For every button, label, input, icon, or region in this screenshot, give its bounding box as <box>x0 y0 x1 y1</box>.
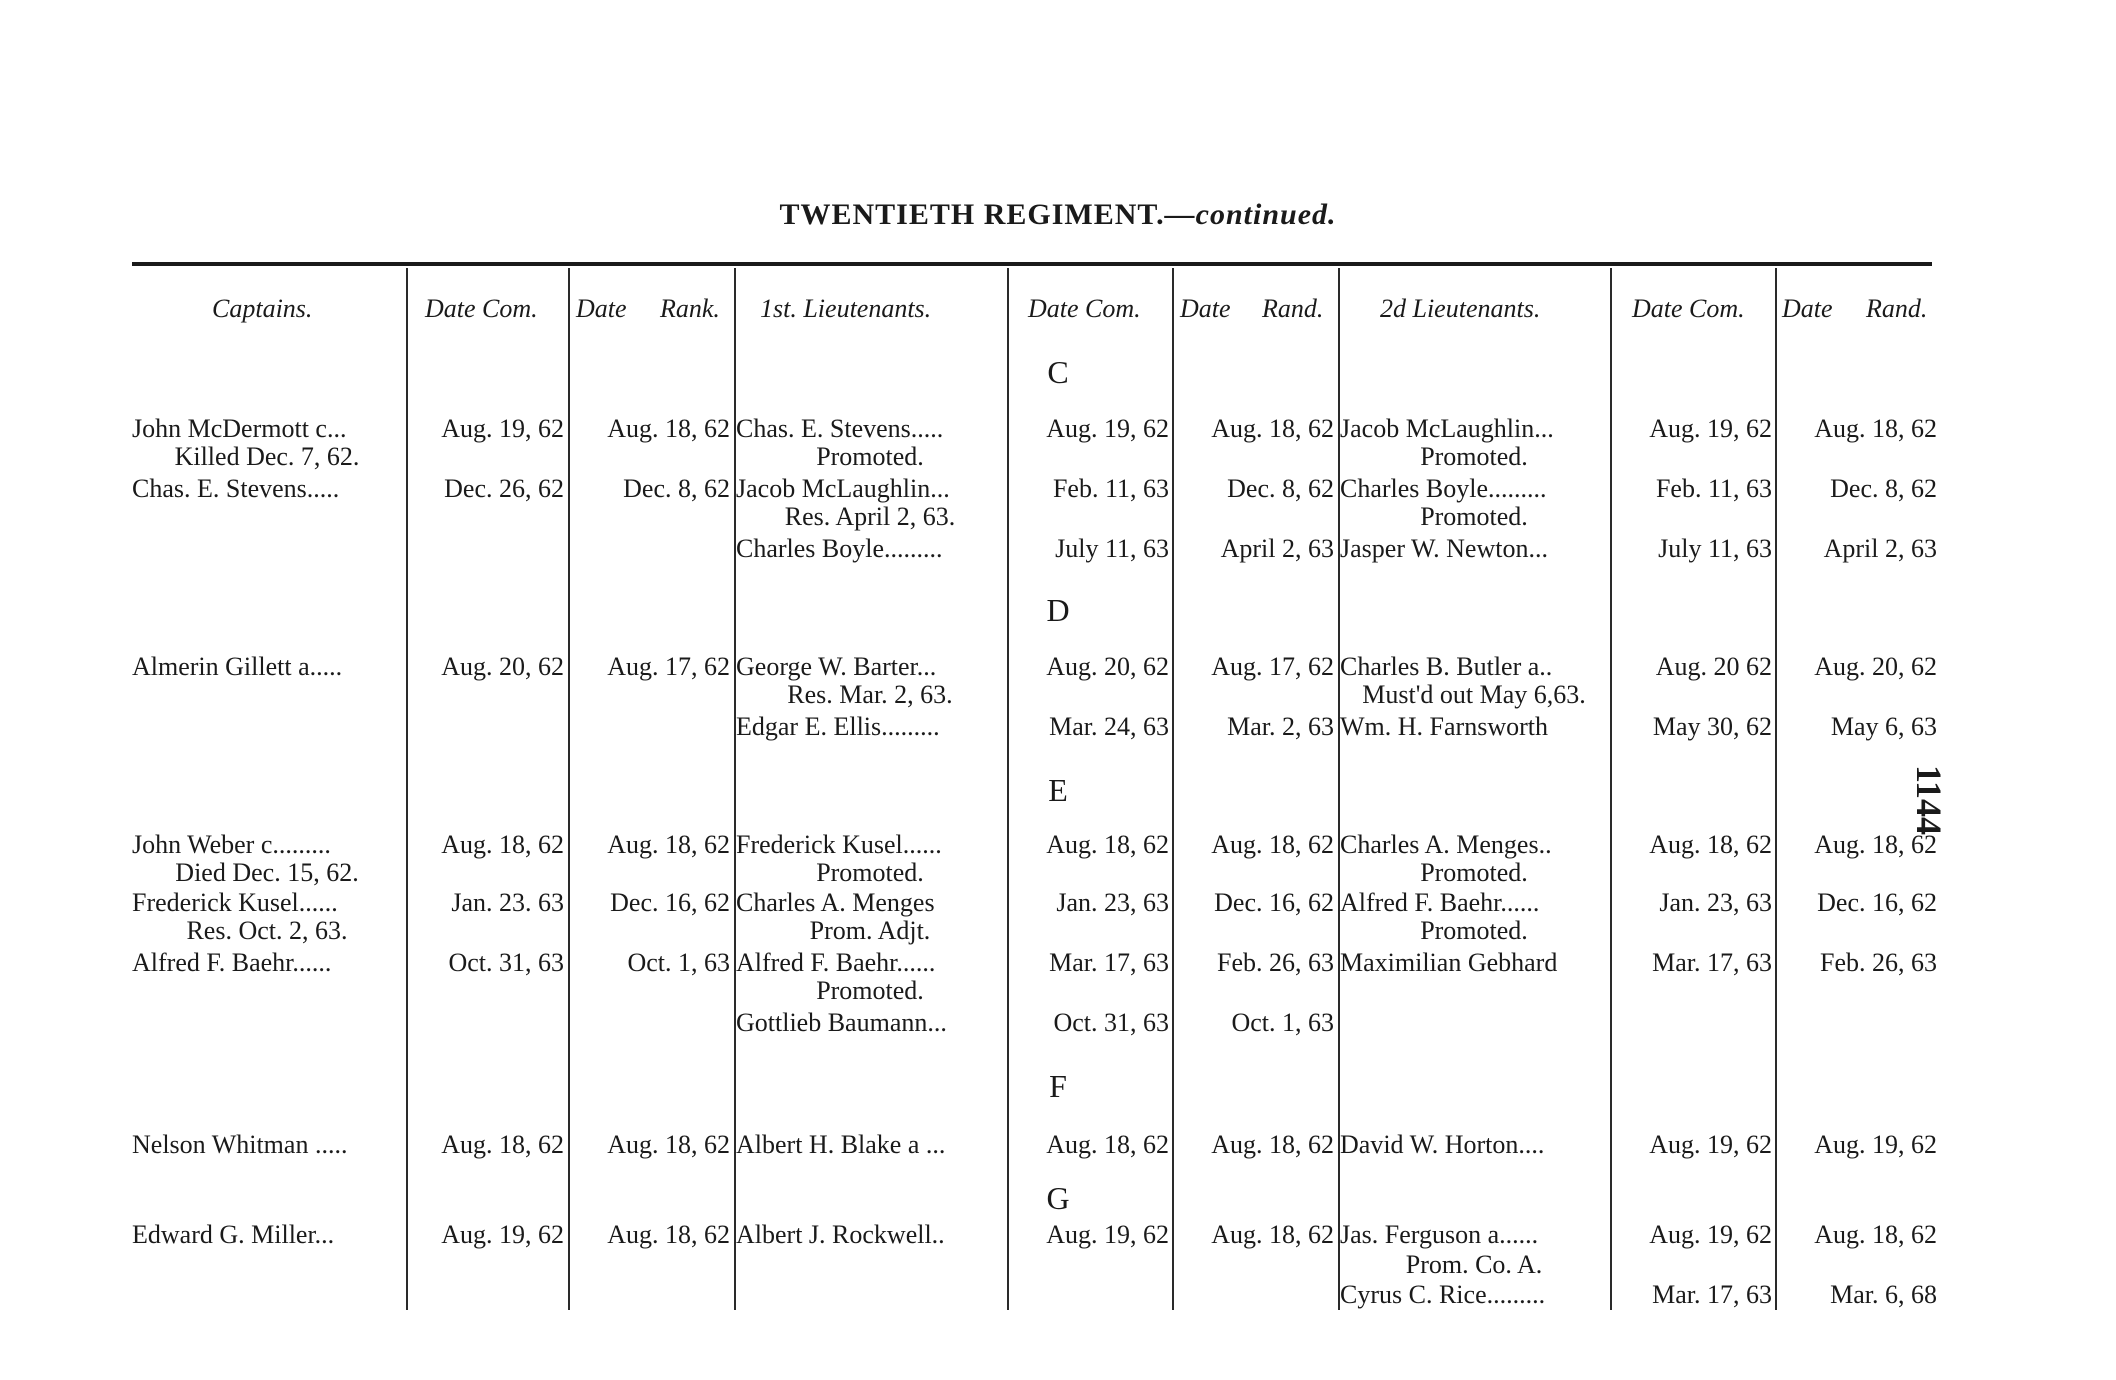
second-lt-name: Charles B. Butler a.. <box>1340 652 1553 681</box>
first-lt-name: Albert J. Rockwell.. <box>736 1220 945 1249</box>
company-letter: C <box>1047 354 1069 390</box>
lt2-date-com: Aug. 19, 62 <box>1649 414 1772 443</box>
title-main: TWENTIETH REGIMENT. <box>779 198 1165 231</box>
lt2-date-rank: Mar. 6, 68 <box>1830 1280 1937 1309</box>
first-lt-name: Promoted. <box>816 442 924 471</box>
header-lt2-date-com: Date Com. <box>1632 294 1745 323</box>
lt1-date-com: Aug. 20, 62 <box>1046 652 1169 681</box>
first-lt-name: Frederick Kusel...... <box>736 830 942 859</box>
first-lt-name: Edgar E. Ellis......... <box>736 712 940 741</box>
lt1-date-com: Aug. 19, 62 <box>1046 1220 1169 1249</box>
captain-date-rank: Aug. 17, 62 <box>607 652 730 681</box>
captain-date-com: Aug. 19, 62 <box>441 414 564 443</box>
header-captain-date-rank-b: Rank. <box>660 294 720 323</box>
second-lt-name: Jacob McLaughlin... <box>1340 414 1554 443</box>
lt2-date-rank: Aug. 20, 62 <box>1814 652 1937 681</box>
page-title <box>0 198 2116 232</box>
captain-name: Alfred F. Baehr...... <box>132 948 332 977</box>
captain-name: John McDermott c... <box>132 414 347 443</box>
lt2-date-rank: Feb. 26, 63 <box>1820 948 1937 977</box>
captain-date-rank: Dec. 16, 62 <box>610 888 730 917</box>
captain-date-rank: Oct. 1, 63 <box>627 948 730 977</box>
first-lt-name: Jacob McLaughlin... <box>736 474 950 503</box>
lt2-date-com: May 30, 62 <box>1652 712 1772 741</box>
lt1-date-rank: Dec. 8, 62 <box>1227 474 1334 503</box>
captain-date-rank: Dec. 8, 62 <box>623 474 730 503</box>
second-lt-name: Jasper W. Newton... <box>1340 534 1548 563</box>
lt1-date-com: Jan. 23, 63 <box>1056 888 1169 917</box>
lt1-date-rank: Oct. 1, 63 <box>1231 1008 1334 1037</box>
captain-name: Nelson Whitman ..... <box>132 1130 348 1159</box>
lt2-date-rank: Aug. 18, 62 <box>1814 414 1937 443</box>
captain-date-com: Oct. 31, 63 <box>448 948 564 977</box>
captain-date-rank: Aug. 18, 62 <box>607 830 730 859</box>
lt2-date-com: Aug. 19, 62 <box>1649 1220 1772 1249</box>
captain-name: Frederick Kusel...... <box>132 888 338 917</box>
header-captain-date-rank-a: Date <box>576 294 627 323</box>
second-lt-name: Alfred F. Baehr...... <box>1340 888 1540 917</box>
lt1-date-rank: Mar. 2, 63 <box>1227 712 1334 741</box>
second-lt-name: Promoted. <box>1420 502 1528 531</box>
lt2-date-rank: Aug. 19, 62 <box>1814 1130 1937 1159</box>
header-lt1-date-com: Date Com. <box>1028 294 1141 323</box>
second-lt-name: Cyrus C. Rice......... <box>1340 1280 1546 1309</box>
captain-name: Res. Oct. 2, 63. <box>186 916 348 945</box>
lt1-date-rank: Aug. 18, 62 <box>1211 1220 1334 1249</box>
header-lt1-date-rank-b: Rand. <box>1262 294 1324 323</box>
header-lt1-date-rank-a: Date <box>1180 294 1231 323</box>
company-letter: F <box>1049 1068 1067 1104</box>
captain-date-com: Aug. 19, 62 <box>441 1220 564 1249</box>
lt2-date-com: Jan. 23, 63 <box>1659 888 1772 917</box>
captain-name: Chas. E. Stevens..... <box>132 474 340 503</box>
header-lt2-date-rank-a: Date <box>1782 294 1833 323</box>
title-continued: —continued. <box>1164 198 1337 231</box>
lt1-date-com: Aug. 18, 62 <box>1046 830 1169 859</box>
first-lt-name: Charles A. Menges <box>736 888 935 917</box>
captain-name: Killed Dec. 7, 62. <box>174 442 360 471</box>
captain-date-com: Dec. 26, 62 <box>444 474 564 503</box>
company-letter: D <box>1046 592 1070 628</box>
lt1-date-rank: Aug. 18, 62 <box>1211 1130 1334 1159</box>
lt2-date-com: Mar. 17, 63 <box>1652 948 1772 977</box>
first-lt-name: Res. Mar. 2, 63. <box>787 680 953 709</box>
first-lt-name: Promoted. <box>816 858 924 887</box>
lt1-date-rank: Feb. 26, 63 <box>1217 948 1334 977</box>
lt2-date-com: Aug. 20 62 <box>1655 652 1772 681</box>
lt1-date-com: Feb. 11, 63 <box>1052 474 1169 503</box>
lt1-date-rank: Aug. 18, 62 <box>1211 830 1334 859</box>
captain-date-com: Aug. 18, 62 <box>441 1130 564 1159</box>
lt1-date-rank: Dec. 16, 62 <box>1214 888 1334 917</box>
captain-date-rank: Aug. 18, 62 <box>607 414 730 443</box>
top-rule <box>132 262 1932 266</box>
second-lt-name: Prom. Co. A. <box>1405 1250 1543 1279</box>
company-letter: E <box>1048 772 1068 808</box>
captain-name: Almerin Gillett a..... <box>132 652 343 681</box>
second-lt-name: Jas. Ferguson a...... <box>1340 1220 1539 1249</box>
header-lt2-date-rank-b: Rand. <box>1866 294 1928 323</box>
lt2-date-rank: Aug. 18, 62 <box>1814 1220 1937 1249</box>
second-lt-name: Promoted. <box>1420 442 1528 471</box>
captain-date-com: Jan. 23. 63 <box>451 888 564 917</box>
second-lt-name: Promoted. <box>1420 858 1528 887</box>
captain-date-rank: Aug. 18, 62 <box>607 1130 730 1159</box>
lt2-date-rank: May 6, 63 <box>1830 712 1937 741</box>
first-lt-name: Gottlieb Baumann... <box>736 1008 947 1037</box>
first-lt-name: Chas. E. Stevens..... <box>736 414 944 443</box>
first-lt-name: Prom. Adjt. <box>809 916 931 945</box>
lt2-date-rank: Dec. 16, 62 <box>1817 888 1937 917</box>
lt2-date-rank: Aug. 18, 62 <box>1814 830 1937 859</box>
captain-name: Died Dec. 15, 62. <box>175 858 359 887</box>
second-lt-name: Maximilian Gebhard <box>1340 948 1558 977</box>
lt2-date-com: Feb. 11, 63 <box>1655 474 1772 503</box>
header-first-lieutenants: 1st. Lieutenants. <box>760 294 932 323</box>
lt2-date-com: Aug. 18, 62 <box>1649 830 1772 859</box>
second-lt-name: Charles Boyle......... <box>1340 474 1547 503</box>
second-lt-name: Promoted. <box>1420 916 1528 945</box>
lt2-date-com: July 11, 63 <box>1658 534 1772 563</box>
captain-name: John Weber c......... <box>132 830 331 859</box>
header-captain-date-com: Date Com. <box>425 294 538 323</box>
header-captains: Captains. <box>212 294 313 323</box>
captain-date-com: Aug. 18, 62 <box>441 830 564 859</box>
company-letter: G <box>1046 1180 1070 1216</box>
lt2-date-rank: Dec. 8, 62 <box>1830 474 1937 503</box>
lt2-date-com: Aug. 19, 62 <box>1649 1130 1772 1159</box>
lt1-date-com: Aug. 18, 62 <box>1046 1130 1169 1159</box>
second-lt-name: Charles A. Menges.. <box>1340 830 1552 859</box>
first-lt-name: Alfred F. Baehr...... <box>736 948 936 977</box>
lt1-date-rank: April 2, 63 <box>1220 534 1334 563</box>
second-lt-name: David W. Horton.... <box>1340 1130 1545 1159</box>
page-number: 1144 <box>1909 765 1949 836</box>
lt1-date-rank: Aug. 18, 62 <box>1211 414 1334 443</box>
lt1-date-com: Mar. 24, 63 <box>1049 712 1169 741</box>
first-lt-name: Albert H. Blake a ... <box>736 1130 946 1159</box>
lt2-date-rank: April 2, 63 <box>1823 534 1937 563</box>
captain-date-com: Aug. 20, 62 <box>441 652 564 681</box>
lt1-date-com: Aug. 19, 62 <box>1046 414 1169 443</box>
first-lt-name: Res. April 2, 63. <box>784 502 956 531</box>
captain-name: Edward G. Miller... <box>132 1220 335 1249</box>
lt1-date-com: Mar. 17, 63 <box>1049 948 1169 977</box>
lt1-date-rank: Aug. 17, 62 <box>1211 652 1334 681</box>
lt1-date-com: July 11, 63 <box>1055 534 1169 563</box>
second-lt-name: Must'd out May 6,63. <box>1362 680 1586 709</box>
first-lt-name: George W. Barter... <box>736 652 937 681</box>
first-lt-name: Promoted. <box>816 976 924 1005</box>
lt2-date-com: Mar. 17, 63 <box>1652 1280 1772 1309</box>
second-lt-name: Wm. H. Farnsworth <box>1340 712 1548 741</box>
captain-date-rank: Aug. 18, 62 <box>607 1220 730 1249</box>
first-lt-name: Charles Boyle......... <box>736 534 943 563</box>
header-second-lieutenants: 2d Lieutenants. <box>1380 294 1541 323</box>
lt1-date-com: Oct. 31, 63 <box>1053 1008 1169 1037</box>
